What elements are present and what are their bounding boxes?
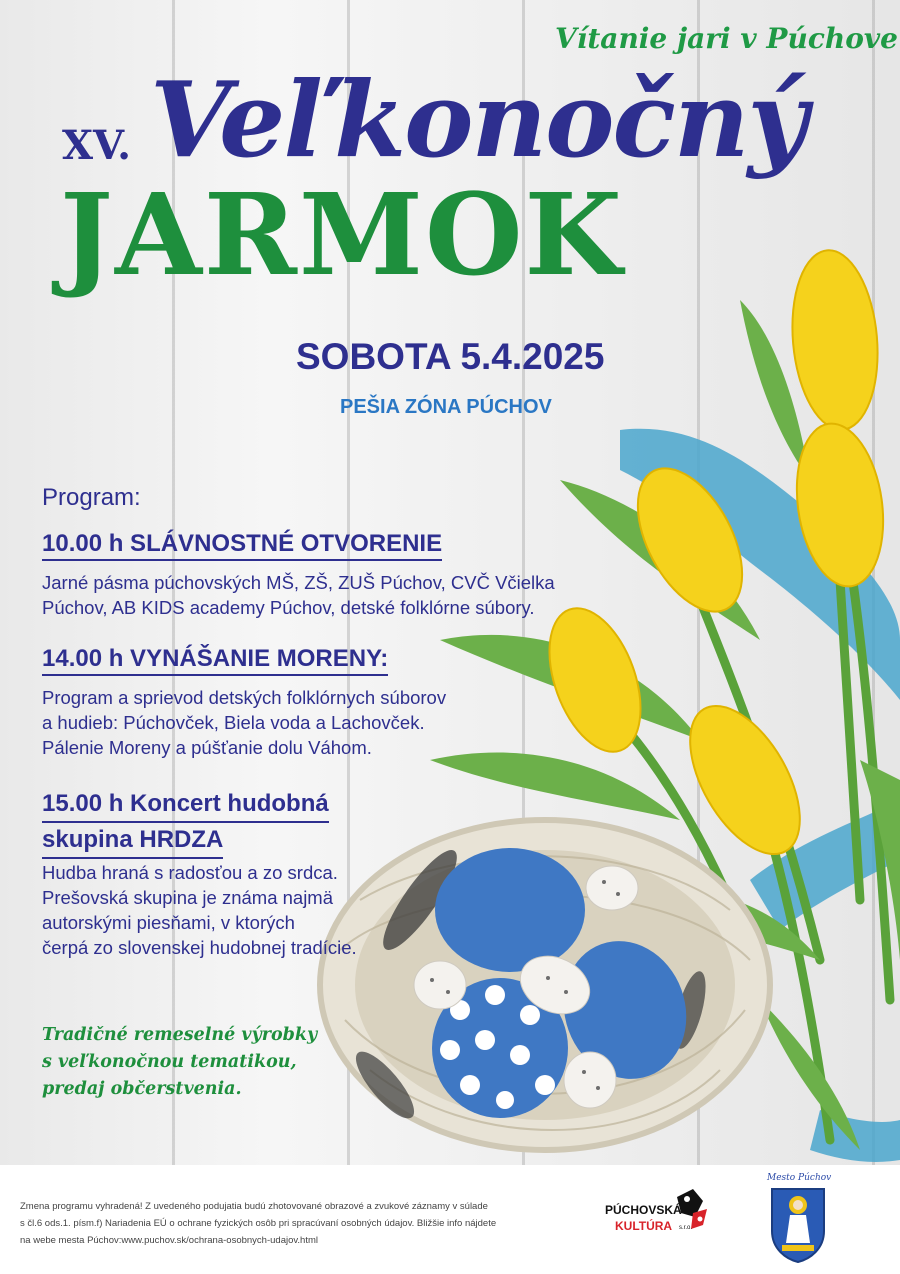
description-line: Púchov, AB KIDS academy Púchov, detské folklórne súbory. xyxy=(42,597,535,618)
program-item-heading-line: 15.00 h Koncert hudobná xyxy=(42,787,329,823)
crafts-line: predaj občerstvenia. xyxy=(42,1079,242,1099)
disclaimer-line: na webe mesta Púchov:www.puchov.sk/ochrana-osobnych-udajov.html xyxy=(20,1235,318,1246)
program-item-2-description xyxy=(42,685,446,760)
logo-text-line1: PÚCHOVSKÁ xyxy=(605,1203,682,1217)
disclaimer-line: s čl.6 ods.1. písm.f) Nariadenia EÚ o ochrane fyzických osôb pri spracúvaní osobných údajov. Bližšie info nájdete xyxy=(20,1218,497,1229)
program-item-3-description xyxy=(42,860,357,960)
footer xyxy=(0,1165,900,1274)
program-item-2-heading xyxy=(42,645,388,676)
disclaimer xyxy=(20,1198,510,1249)
crafts-line: Tradičné remeselné výrobky xyxy=(42,1025,318,1045)
description-line: autorskými piesňami, v ktorých xyxy=(42,912,295,933)
program-item-1-heading xyxy=(42,530,442,561)
program-label: Program: xyxy=(42,484,141,511)
crafts-note xyxy=(42,1022,317,1103)
program-item-1-description xyxy=(42,570,555,620)
title-line-1: Veľkonočný xyxy=(150,58,806,181)
event-place: PEŠIA ZÓNA PÚCHOV xyxy=(340,396,552,418)
program-item-heading-line: 10.00 h SLÁVNOSTNÉ OTVORENIE xyxy=(42,530,442,561)
description-line: Jarné pásma púchovských MŠ, ZŠ, ZUŠ Púchov, CVČ Včielka xyxy=(42,572,555,593)
title-line-2: JARMOK xyxy=(60,170,624,301)
description-line: Hudba hraná s radosťou a zo srdca. xyxy=(42,862,338,883)
description-line: Pálenie Moreny a púšťanie dolu Váhom. xyxy=(42,737,372,758)
program-item-heading-line: skupina HRDZA xyxy=(42,823,223,859)
tagline: Vítanie jari v Púchove xyxy=(555,22,898,55)
puchovska-kultura-logo xyxy=(605,1187,715,1257)
description-line: a hudieb: Púchovček, Biela voda a Lachovček. xyxy=(42,712,425,733)
crafts-line: s veľkonočnou tematikou, xyxy=(42,1052,297,1072)
description-line: Program a sprievod detských folklórnych súborov xyxy=(42,687,447,708)
event-date: SOBOTA 5.4.2025 xyxy=(296,336,605,377)
city-coat-of-arms-icon xyxy=(770,1187,826,1263)
disclaimer-line: Zmena programu vyhradená! Z uvedeného podujatia budú zhotovované obrazové a zvukové záznamy v súlade xyxy=(20,1201,488,1212)
description-line: Prešovská skupina je známa najmä xyxy=(42,887,334,908)
edition-number: XV. xyxy=(62,122,132,169)
logo-suffix: s.r.o. xyxy=(679,1225,693,1231)
description-line: čerpá zo slovenskej hudobnej tradície. xyxy=(42,937,357,958)
program-item-heading-line: 14.00 h VYNÁŠANIE MORENY: xyxy=(42,645,388,676)
program-item-3-heading xyxy=(42,787,329,859)
logo-text-line2: KULTÚRA xyxy=(615,1219,673,1233)
city-name: Mesto Púchov xyxy=(767,1173,832,1183)
